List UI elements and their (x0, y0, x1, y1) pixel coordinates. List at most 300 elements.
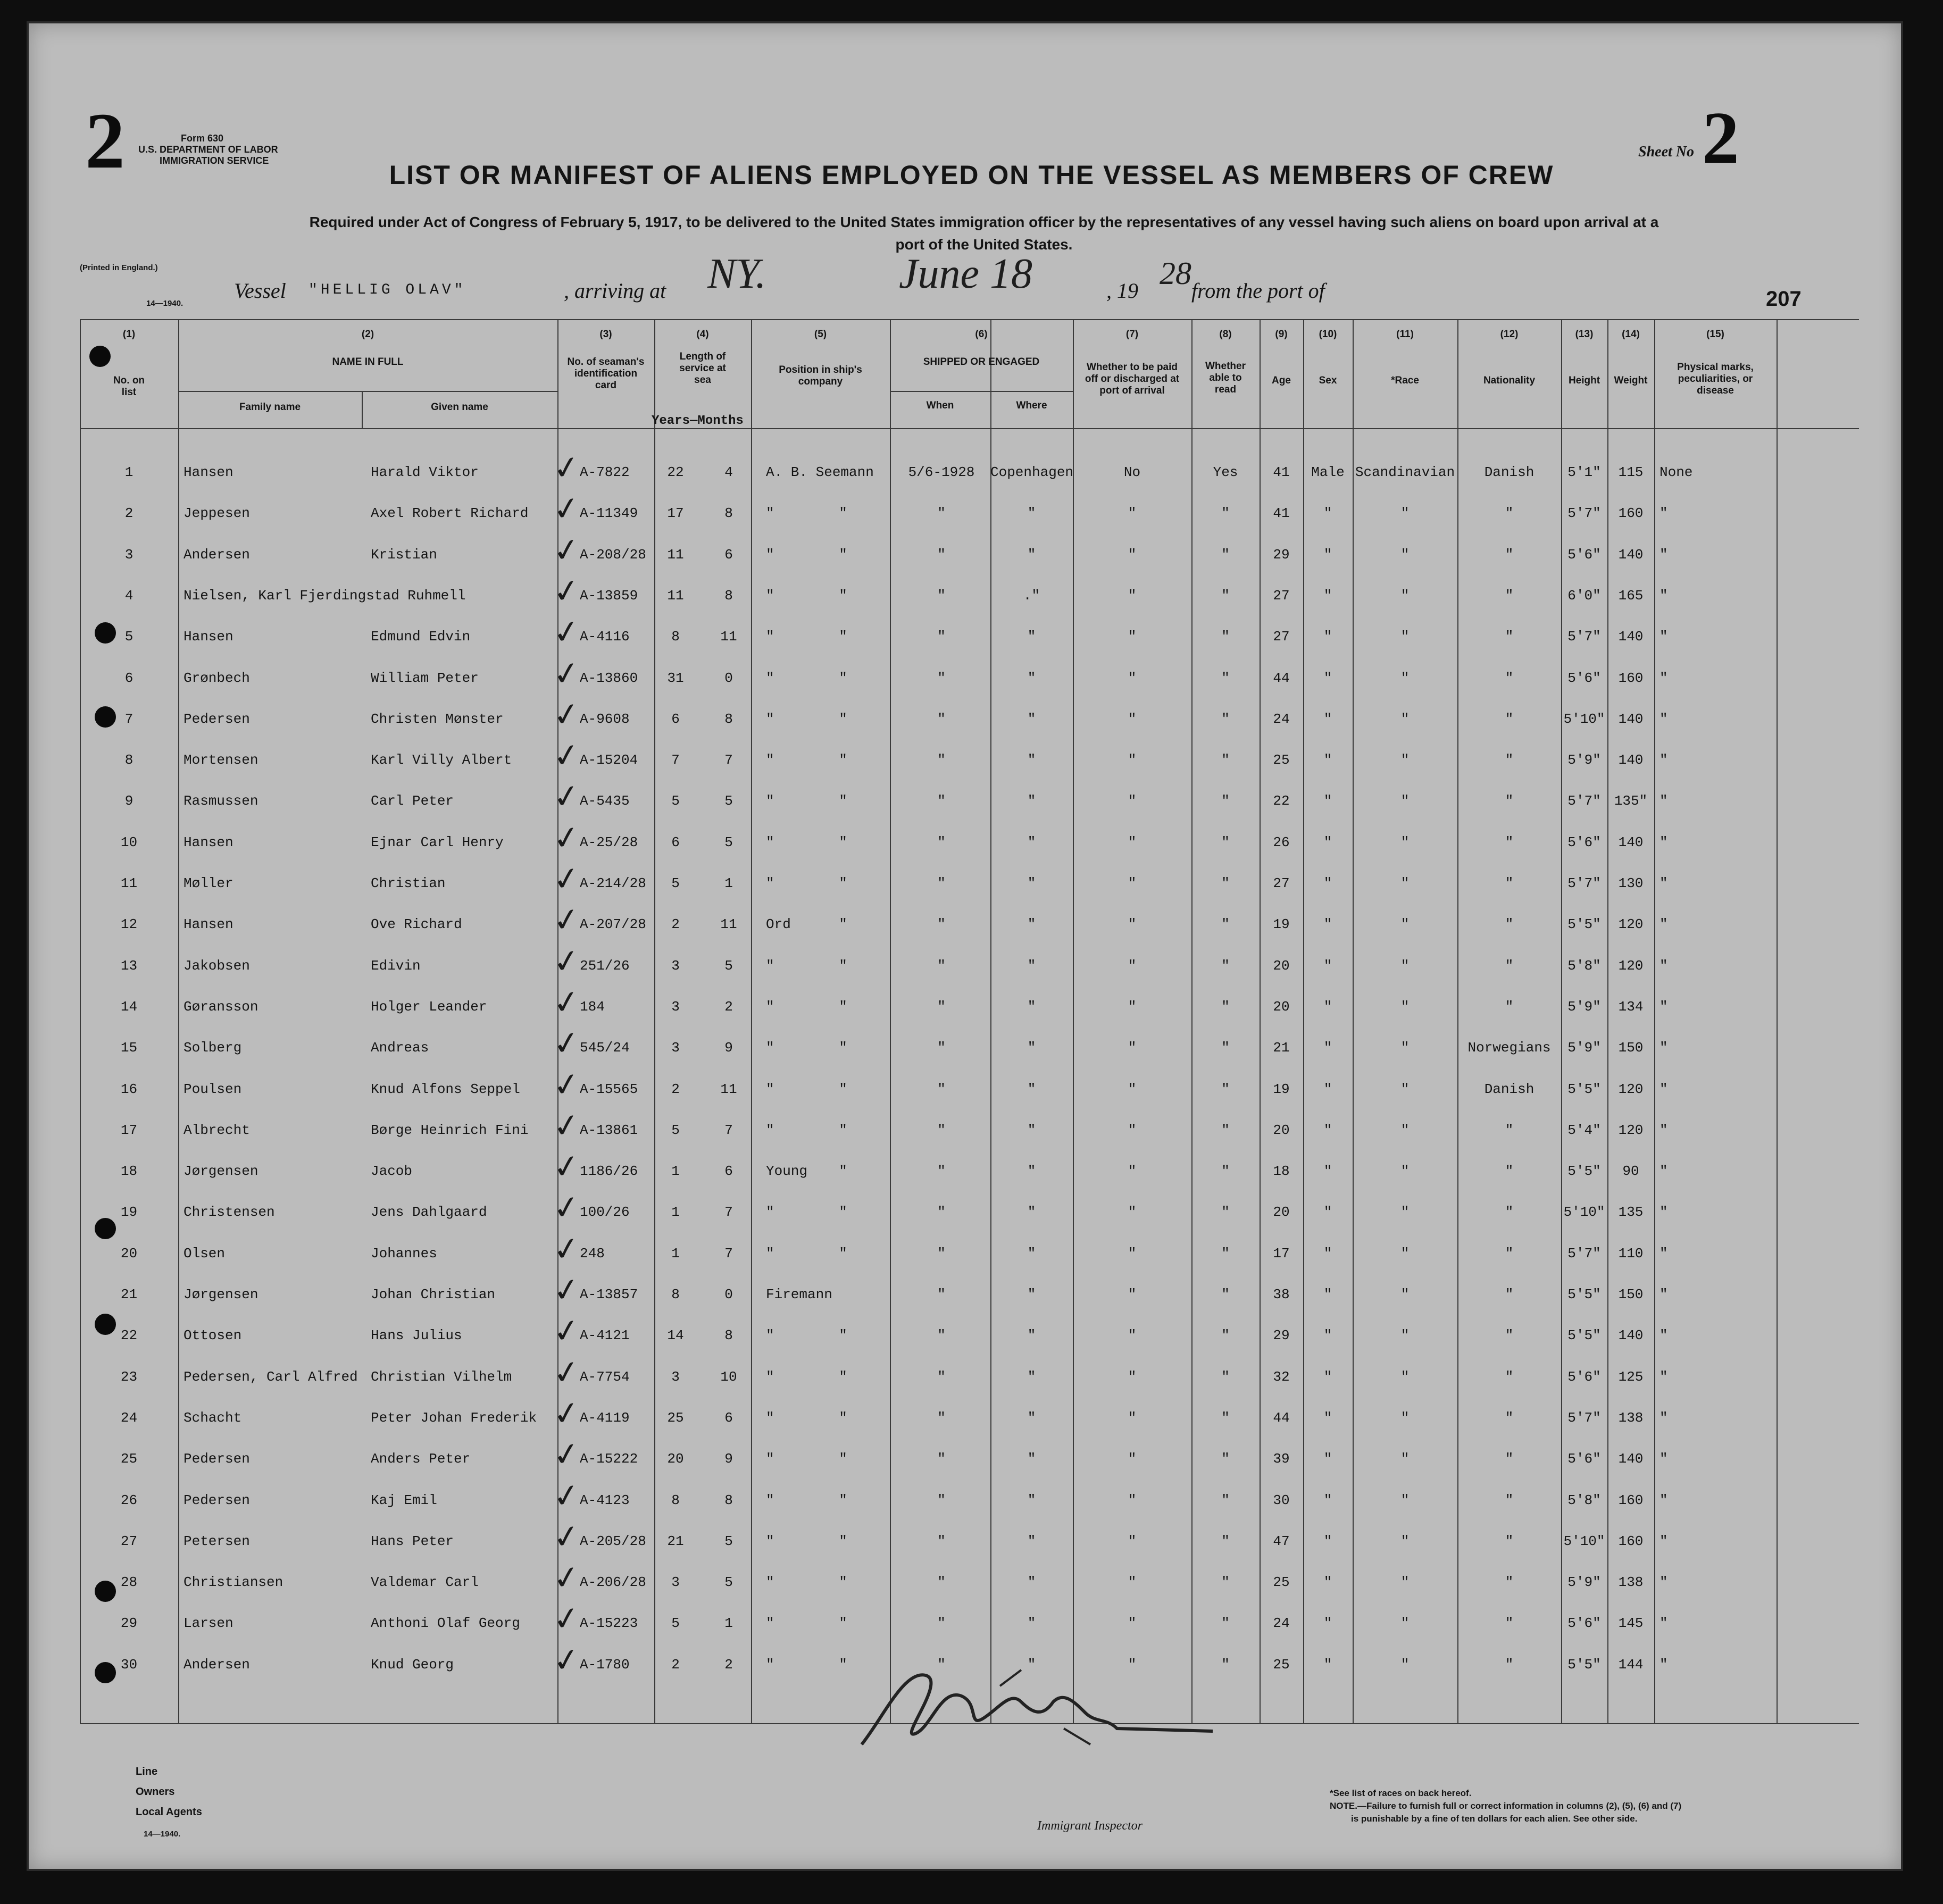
shipped-when: " (937, 546, 946, 563)
col2-number: (2) (361, 329, 374, 340)
shipped-when: " (937, 793, 946, 809)
able-to-read: " (1221, 1656, 1230, 1673)
able-to-read: " (1221, 1040, 1230, 1056)
weight: 140 (1618, 546, 1644, 563)
service-months: 2 (724, 998, 733, 1015)
table-top-rule (80, 319, 1859, 320)
ship-position-ditto: " (839, 1163, 847, 1180)
shipped-where: " (1027, 1533, 1036, 1549)
sex: Male (1311, 464, 1345, 480)
physical-marks: " (1660, 1245, 1668, 1262)
weight: 150 (1618, 1287, 1644, 1302)
arriving-label: , arriving at (564, 279, 666, 303)
race: " (1400, 670, 1410, 686)
ship-position: " (766, 1122, 774, 1138)
vessel-name: "HELLIG OLAV" (308, 282, 466, 298)
table-row (0, 735, 1943, 793)
service-months: 6 (724, 546, 733, 563)
form-code-top: 14—1940. (146, 299, 184, 308)
race: " (1400, 587, 1410, 604)
physical-marks: " (1660, 1163, 1668, 1180)
col5-title: Position in ship's company (779, 364, 862, 387)
height: 5'6" (1567, 1368, 1601, 1385)
height: 5'9" (1567, 1040, 1601, 1056)
shipped-where: " (1027, 1492, 1036, 1508)
family-name: Hansen (184, 464, 234, 480)
table-row (0, 694, 1943, 752)
nationality: Danish (1484, 464, 1535, 480)
id-card-number: 184 (580, 998, 605, 1015)
id-card-number: A-7754 (580, 1368, 630, 1385)
service-months: 9 (724, 1040, 733, 1056)
age: 39 (1273, 1451, 1290, 1467)
race: " (1400, 957, 1410, 974)
checkmark-icon: ✓ (551, 1599, 582, 1640)
col7-number: (7) (1125, 329, 1139, 340)
col13-title: Height (1568, 375, 1600, 386)
service-years: 3 (671, 1368, 680, 1385)
shipped-where: " (1027, 1656, 1036, 1673)
col6-header (890, 329, 1073, 368)
id-card-number: A-1780 (580, 1656, 630, 1673)
shipped-where: " (1027, 1081, 1036, 1097)
nationality: " (1505, 670, 1514, 686)
row-number: 10 (120, 834, 138, 850)
shipped-when: " (937, 957, 946, 974)
age: 30 (1273, 1492, 1290, 1508)
race: " (1400, 793, 1410, 809)
height: 5'7" (1567, 793, 1601, 809)
weight: 120 (1618, 957, 1644, 974)
nationality: " (1505, 546, 1514, 563)
ship-position: " (766, 752, 774, 769)
service-months: 7 (724, 1245, 733, 1262)
ship-position-ditto: " (839, 1615, 847, 1632)
nationality: " (1505, 916, 1514, 933)
checkmark-icon: ✓ (551, 694, 582, 735)
row-number: 17 (120, 1122, 138, 1138)
able-to-read: " (1221, 1368, 1230, 1385)
table-row (0, 1146, 1943, 1204)
service-years: 2 (671, 1656, 680, 1673)
race: " (1400, 875, 1410, 891)
family-name: Gøransson (184, 998, 258, 1015)
height: 5'6" (1567, 1615, 1601, 1632)
physical-marks: " (1660, 1492, 1668, 1508)
shipped-where: Copenhagen (990, 464, 1074, 480)
nationality: Danish (1484, 1081, 1535, 1097)
able-to-read: " (1221, 752, 1230, 769)
weight: 130 (1618, 875, 1644, 891)
shipped-where: " (1027, 1040, 1036, 1056)
shipped-when: " (937, 1492, 946, 1508)
service-months: 5 (724, 1533, 733, 1549)
arrival-date-handwritten: June 18 (899, 250, 1033, 297)
race: " (1400, 1409, 1410, 1426)
family-name: Møller (184, 875, 234, 891)
ship-position: Firemann (766, 1287, 832, 1302)
row-number: 22 (120, 1327, 138, 1344)
shipped-when: " (937, 1327, 946, 1344)
checkmark-icon: ✓ (551, 530, 582, 571)
service-years: 5 (671, 1615, 680, 1632)
col8-header (1191, 329, 1260, 396)
given-name: Hans Peter (371, 1533, 454, 1549)
shipped-where: " (1027, 752, 1036, 769)
id-card-number: A-4119 (580, 1409, 630, 1426)
able-to-read: " (1221, 546, 1230, 563)
id-card-number: A-207/28 (580, 916, 646, 933)
ship-position-ditto: " (839, 957, 847, 974)
shipped-when: " (937, 1245, 946, 1262)
physical-marks: " (1660, 1533, 1668, 1549)
given-name: Jacob (371, 1163, 413, 1180)
ship-position: " (766, 505, 774, 522)
id-card-number: A-13861 (580, 1122, 638, 1138)
ship-position-ditto: " (839, 711, 847, 727)
paid-off: " (1128, 711, 1137, 727)
able-to-read: " (1221, 957, 1230, 974)
from-port-label: from the port of (1191, 279, 1325, 303)
race: " (1400, 1368, 1410, 1385)
weight: 125 (1618, 1368, 1644, 1385)
sex: " (1323, 957, 1332, 974)
paid-off: " (1128, 1656, 1137, 1673)
shipped-when: " (937, 1163, 946, 1180)
punch-hole (95, 1581, 116, 1602)
age: 26 (1273, 834, 1290, 850)
weight: 120 (1618, 1081, 1644, 1097)
shipped-where: " (1027, 1615, 1036, 1632)
given-name: Edmund Edvin (371, 629, 471, 645)
sex: " (1323, 1574, 1332, 1591)
family-name: Mortensen (184, 752, 258, 769)
paid-off: " (1128, 670, 1137, 686)
ship-position: " (766, 1656, 774, 1673)
service-months: 5 (724, 957, 733, 974)
service-months: 4 (724, 464, 733, 480)
table-row (0, 900, 1943, 957)
family-name: Pedersen, Carl Alfred (184, 1368, 358, 1385)
punch-hole (95, 706, 116, 728)
ship-position-ditto: " (839, 875, 847, 891)
ship-position: Young (766, 1163, 808, 1180)
paid-off: " (1128, 1451, 1137, 1467)
service-months: 1 (724, 1615, 733, 1632)
service-years: 21 (667, 1533, 684, 1549)
height: 5'7" (1567, 505, 1601, 522)
family-name: Poulsen (184, 1081, 242, 1097)
service-years: 2 (671, 916, 680, 933)
col5-number: (5) (814, 329, 827, 340)
age: 27 (1273, 629, 1290, 645)
ship-position: " (766, 546, 774, 563)
service-months: 8 (724, 587, 733, 604)
row-number: 19 (120, 1204, 138, 1221)
checkmark-icon: ✓ (551, 1434, 582, 1475)
service-years: 5 (671, 793, 680, 809)
service-months: 11 (720, 629, 737, 645)
ship-position-ditto: " (839, 1327, 847, 1344)
nationality: " (1505, 752, 1514, 769)
sex: " (1323, 505, 1332, 522)
service-years: 3 (671, 1040, 680, 1056)
row-number: 8 (124, 752, 134, 769)
service-months: 10 (720, 1368, 737, 1385)
footer-note-penalty: NOTE.—Failure to furnish full or correct information in columns (2), (5), (6) and (7) (1330, 1801, 1682, 1811)
height: 5'7" (1567, 629, 1601, 645)
row-number: 23 (120, 1368, 138, 1385)
race: " (1400, 1163, 1410, 1180)
able-to-read: " (1221, 1533, 1230, 1549)
id-card-number: A-208/28 (580, 546, 646, 563)
shipped-when: " (937, 1204, 946, 1221)
nationality: " (1505, 505, 1514, 522)
physical-marks: " (1660, 875, 1668, 891)
service-years: 25 (667, 1409, 684, 1426)
age: 27 (1273, 587, 1290, 604)
ship-position: " (766, 957, 774, 974)
col9-header (1260, 329, 1303, 387)
col6-where-header: Where (1016, 400, 1047, 411)
service-years: 17 (667, 505, 684, 522)
paid-off: " (1128, 957, 1137, 974)
department-name: U.S. DEPARTMENT OF LABOR (138, 144, 278, 155)
shipped-when: " (937, 1533, 946, 1549)
able-to-read: " (1221, 1492, 1230, 1508)
able-to-read: " (1221, 711, 1230, 727)
col6-number: (6) (975, 329, 988, 340)
punch-hole (95, 1218, 116, 1239)
ship-position: " (766, 1327, 774, 1344)
service-months: 11 (720, 916, 737, 933)
row-number: 7 (124, 711, 134, 727)
sex: " (1323, 1163, 1332, 1180)
race: " (1400, 1451, 1410, 1467)
given-name: Christian Vilhelm (371, 1368, 512, 1385)
id-card-number: A-214/28 (580, 875, 646, 891)
physical-marks: " (1660, 957, 1668, 974)
ship-position-ditto: " (839, 834, 847, 850)
table-row (0, 653, 1943, 711)
weight: 140 (1618, 711, 1644, 727)
shipped-where: " (1027, 1409, 1036, 1426)
weight: 140 (1618, 834, 1644, 850)
shipped-where: " (1027, 793, 1036, 809)
shipped-when: " (937, 1040, 946, 1056)
given-name: Valdemar Carl (371, 1574, 479, 1591)
height: 5'1" (1567, 464, 1601, 480)
checkmark-icon: ✓ (551, 1311, 582, 1352)
given-name: Harald Viktor (371, 464, 479, 480)
age: 41 (1273, 464, 1290, 480)
paid-off: " (1128, 752, 1137, 769)
col4-title: Length of service at sea (679, 351, 726, 386)
table-row (0, 1105, 1943, 1163)
id-card-number: A-5435 (580, 793, 630, 809)
shipped-when: " (937, 1656, 946, 1673)
given-name: Edivin (371, 957, 421, 974)
family-name: Andersen (184, 546, 250, 563)
col10-title: Sex (1319, 375, 1337, 386)
id-card-number: A-9608 (580, 711, 630, 727)
year-suffix: 28 (1160, 256, 1191, 291)
col3-title: No. of seaman's identification card (567, 356, 645, 391)
ship-position: A. B. Seemann (766, 464, 874, 480)
checkmark-icon: ✓ (551, 612, 582, 653)
race: " (1400, 1204, 1410, 1221)
id-card-number: 545/24 (580, 1040, 630, 1056)
nationality: Norwegians (1467, 1040, 1551, 1056)
table-row (0, 858, 1943, 916)
service-months: 8 (724, 1492, 733, 1508)
physical-marks: " (1660, 546, 1668, 563)
physical-marks: " (1660, 1409, 1668, 1426)
ship-position-ditto: " (839, 546, 847, 563)
race: " (1400, 1574, 1410, 1591)
family-name: Jeppesen (184, 505, 250, 522)
family-name: Jørgensen (184, 1287, 258, 1302)
paid-off: " (1128, 1040, 1137, 1056)
checkmark-icon: ✓ (551, 776, 582, 817)
checkmark-icon: ✓ (551, 1516, 582, 1557)
physical-marks: " (1660, 1615, 1668, 1632)
service-months: 5 (724, 1574, 733, 1591)
age: 44 (1273, 670, 1290, 686)
ship-position: " (766, 1368, 774, 1385)
family-name: Petersen (184, 1533, 250, 1549)
shipped-when: " (937, 875, 946, 891)
col12-title: Nationality (1483, 375, 1536, 386)
table-row (0, 1557, 1943, 1615)
col14-number: (14) (1622, 329, 1640, 340)
col4-number: (4) (696, 329, 709, 340)
col10-number: (10) (1319, 329, 1337, 340)
ship-position-ditto: " (839, 916, 847, 933)
nationality: " (1505, 711, 1514, 727)
service-years: 5 (671, 1122, 680, 1138)
service-years: 2 (671, 1081, 680, 1097)
table-row (0, 817, 1943, 875)
given-name: Peter Johan Frederik (371, 1409, 537, 1426)
service-months: 9 (724, 1451, 733, 1467)
col2-title: NAME IN FULL (332, 356, 404, 368)
sex: " (1323, 1533, 1332, 1549)
height: 5'7" (1567, 875, 1601, 891)
row-number: 15 (120, 1040, 138, 1056)
paid-off: " (1128, 1081, 1137, 1097)
shipped-when: " (937, 1615, 946, 1632)
col14-header (1607, 329, 1654, 387)
ship-position: " (766, 587, 774, 604)
weight: 160 (1618, 1492, 1644, 1508)
form-number: Form 630 (181, 133, 224, 144)
height: 5'6" (1567, 1451, 1601, 1467)
shipped-when: " (937, 629, 946, 645)
shipped-where: " (1027, 834, 1036, 850)
weight: 134 (1618, 998, 1644, 1015)
checkmark-icon: ✓ (551, 735, 582, 776)
shipped-when: " (937, 834, 946, 850)
family-name: Hansen (184, 916, 234, 933)
ship-position: " (766, 629, 774, 645)
nationality: " (1505, 998, 1514, 1015)
able-to-read: " (1221, 875, 1230, 891)
ship-position: " (766, 1533, 774, 1549)
shipped-where: " (1027, 1163, 1036, 1180)
row-number: 2 (124, 505, 134, 522)
id-card-number: A-13860 (580, 670, 638, 686)
punch-hole (95, 622, 116, 644)
id-card-number: 251/26 (580, 957, 630, 974)
weight: 160 (1618, 505, 1644, 522)
service-years: 1 (671, 1245, 680, 1262)
family-name: Larsen (184, 1615, 234, 1632)
checkmark-icon: ✓ (551, 1640, 582, 1681)
ship-position: " (766, 1245, 774, 1262)
checkmark-icon: ✓ (551, 1105, 582, 1146)
table-row (0, 1516, 1943, 1574)
checkmark-icon: ✓ (551, 1270, 582, 1311)
sex: " (1323, 1615, 1332, 1632)
physical-marks: " (1660, 916, 1668, 933)
table-row (0, 1393, 1943, 1451)
ship-position: " (766, 793, 774, 809)
height: 5'5" (1567, 1081, 1601, 1097)
able-to-read: " (1221, 1287, 1230, 1302)
nationality: " (1505, 1492, 1514, 1508)
sex: " (1323, 1204, 1332, 1221)
ship-position-ditto: " (839, 1492, 847, 1508)
shipped-where: " (1027, 629, 1036, 645)
sex: " (1323, 587, 1332, 604)
age: 38 (1273, 1287, 1290, 1302)
row-number: 5 (124, 629, 134, 645)
height: 5'10" (1563, 1533, 1605, 1549)
table-row (0, 612, 1943, 670)
service-years: 20 (667, 1451, 684, 1467)
given-name: Ove Richard (371, 916, 462, 933)
paid-off: " (1128, 793, 1137, 809)
col7-header (1073, 329, 1191, 397)
age: 19 (1273, 916, 1290, 933)
checkmark-icon: ✓ (551, 1146, 582, 1188)
ship-position: " (766, 1492, 774, 1508)
table-row (0, 447, 1943, 505)
weight: 150 (1618, 1040, 1644, 1056)
sex: " (1323, 1409, 1332, 1426)
shipped-where: " (1027, 1368, 1036, 1385)
row-number: 12 (120, 916, 138, 933)
sex: " (1323, 916, 1332, 933)
service-years: 1 (671, 1163, 680, 1180)
sex: " (1323, 834, 1332, 850)
age: 47 (1273, 1533, 1290, 1549)
physical-marks: " (1660, 629, 1668, 645)
ship-position-ditto: " (839, 587, 847, 604)
footer-agents-label: Local Agents (136, 1806, 202, 1818)
table-row (0, 941, 1943, 999)
shipped-when: " (937, 916, 946, 933)
id-card-number: A-206/28 (580, 1574, 646, 1591)
shipped-where: " (1027, 711, 1036, 727)
family-name: Hansen (184, 629, 234, 645)
race: " (1400, 505, 1410, 522)
footer-form-code: 14—1940. (144, 1830, 181, 1839)
checkmark-icon: ✓ (551, 1475, 582, 1516)
checkmark-icon: ✓ (551, 1229, 582, 1270)
race: " (1400, 1287, 1410, 1302)
